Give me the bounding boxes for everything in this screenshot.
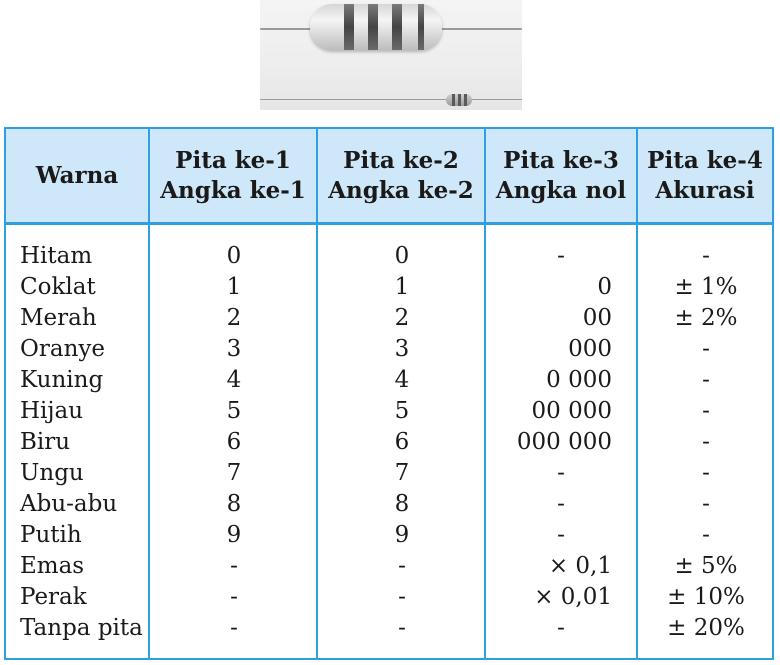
cell-warna: Biru <box>20 429 71 455</box>
color-band <box>344 4 354 50</box>
table-row <box>6 396 772 427</box>
cell-pita-4: ± 2% <box>674 305 738 331</box>
cell-pita-1: 8 <box>226 491 242 517</box>
cell-warna: Coklat <box>20 274 96 300</box>
cell-pita-1: - <box>230 553 238 579</box>
cell-pita-4: - <box>702 367 710 393</box>
cell-pita-1: 7 <box>226 460 242 486</box>
cell-pita-2: - <box>398 584 406 610</box>
cell-pita-3: × 0,01 <box>534 584 612 610</box>
cell-pita-2: 7 <box>394 460 410 486</box>
cell-pita-3: × 0,1 <box>548 553 612 579</box>
cell-pita-1: 4 <box>226 367 242 393</box>
table-row <box>6 458 772 489</box>
resistor-photo <box>260 0 522 110</box>
cell-pita-3: 0 <box>597 274 612 300</box>
resistor-small <box>446 94 472 106</box>
cell-pita-3: 0 000 <box>546 367 612 393</box>
cell-warna: Putih <box>20 522 82 548</box>
cell-pita-4: - <box>702 243 710 269</box>
cell-pita-4: ± 1% <box>674 274 738 300</box>
cell-pita-4: - <box>702 398 710 424</box>
cell-pita-1: 3 <box>226 336 242 362</box>
cell-pita-2: - <box>398 553 406 579</box>
cell-pita-2: 9 <box>394 522 410 548</box>
color-band <box>392 4 402 50</box>
cell-pita-3: - <box>557 491 565 517</box>
header-sublabel: Angka nol <box>495 176 627 204</box>
table-row <box>6 520 772 551</box>
cell-pita-1: 6 <box>226 429 242 455</box>
color-band <box>368 4 378 50</box>
cell-pita-1: - <box>230 615 238 641</box>
cell-pita-2: 1 <box>394 274 410 300</box>
header-label: Pita ke-4 <box>647 146 763 174</box>
cell-pita-1: 2 <box>226 305 242 331</box>
cell-pita-4: - <box>702 460 710 486</box>
table-row <box>6 241 772 272</box>
cell-pita-3: - <box>557 243 565 269</box>
cell-warna: Oranye <box>20 336 105 362</box>
cell-pita-3: - <box>557 522 565 548</box>
cell-pita-4: - <box>702 429 710 455</box>
cell-pita-4: - <box>702 522 710 548</box>
header-label: Pita ke-2 <box>343 146 459 174</box>
header-sublabel: Angka ke-2 <box>328 176 474 204</box>
table-row <box>6 551 772 582</box>
cell-warna: Perak <box>20 584 87 610</box>
header-label: Warna <box>35 161 119 189</box>
cell-pita-4: ± 20% <box>667 615 745 641</box>
cell-warna: Ungu <box>20 460 84 486</box>
cell-pita-1: 5 <box>226 398 242 424</box>
table-row <box>6 272 772 303</box>
table-row <box>6 303 772 334</box>
cell-pita-4: ± 10% <box>667 584 745 610</box>
cell-pita-2: 3 <box>394 336 410 362</box>
cell-warna: Hijau <box>20 398 84 424</box>
cell-pita-4: - <box>702 336 710 362</box>
cell-pita-4: - <box>702 491 710 517</box>
header-pita-1 <box>150 129 316 222</box>
cell-pita-2: 2 <box>394 305 410 331</box>
header-sublabel: Angka ke-1 <box>160 176 306 204</box>
color-band <box>418 4 424 50</box>
cell-pita-2: 0 <box>394 243 410 269</box>
table-row <box>6 365 772 396</box>
cell-pita-2: 5 <box>394 398 410 424</box>
cell-pita-3: - <box>557 615 565 641</box>
cell-pita-2: 4 <box>394 367 410 393</box>
header-pita-4 <box>638 129 772 222</box>
header-label: Pita ke-3 <box>503 146 619 174</box>
cell-pita-2: 6 <box>394 429 410 455</box>
table-row <box>6 613 772 644</box>
resistor-lead-bottom <box>260 99 522 100</box>
header-pita-3 <box>486 129 636 222</box>
header-sublabel: Akurasi <box>655 176 755 204</box>
cell-pita-3: - <box>557 460 565 486</box>
cell-warna: Merah <box>20 305 97 331</box>
cell-pita-3: 000 000 <box>516 429 612 455</box>
cell-pita-3: 00 <box>582 305 612 331</box>
resistor-large <box>310 4 442 50</box>
table-row <box>6 427 772 458</box>
table-row <box>6 334 772 365</box>
cell-warna: Hitam <box>20 243 93 269</box>
cell-warna: Emas <box>20 553 85 579</box>
cell-pita-3: 00 000 <box>531 398 612 424</box>
resistor-color-table <box>4 127 774 660</box>
header-warna <box>6 129 148 222</box>
cell-pita-1: 0 <box>226 243 242 269</box>
cell-pita-1: - <box>230 584 238 610</box>
cell-pita-2: 8 <box>394 491 410 517</box>
cell-pita-3: 000 <box>568 336 612 362</box>
cell-pita-1: 9 <box>226 522 242 548</box>
cell-pita-2: - <box>398 615 406 641</box>
header-pita-2 <box>318 129 484 222</box>
cell-warna: Tanpa pita <box>20 615 143 641</box>
table-row <box>6 489 772 520</box>
cell-pita-4: ± 5% <box>674 553 738 579</box>
table-row <box>6 582 772 613</box>
cell-warna: Kuning <box>20 367 104 393</box>
header-label: Pita ke-1 <box>175 146 291 174</box>
cell-warna: Abu-abu <box>20 491 118 517</box>
cell-pita-1: 1 <box>226 274 242 300</box>
